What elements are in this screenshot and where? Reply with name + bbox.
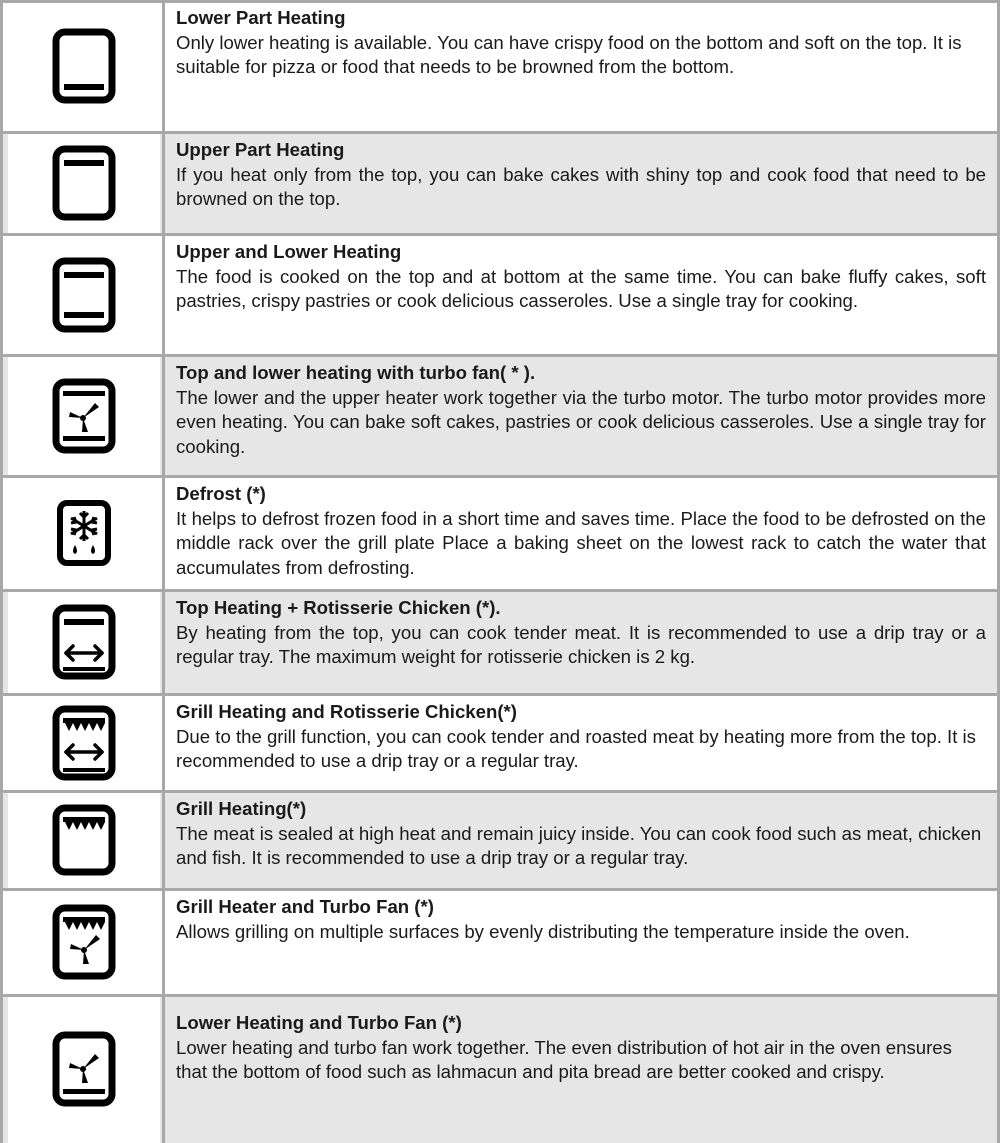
function-title: Lower Part Heating	[176, 7, 346, 28]
table-row	[0, 234, 1000, 355]
function-description: The lower and the upper heater work together via the turbo motor. The turbo motor provides more even heating. You can bake soft cakes, pastries or cook delicious casseroles. Use a single tray for cooking.	[176, 386, 986, 458]
function-title: Top and lower heating with turbo fan( * ).	[176, 362, 536, 383]
function-title: Grill Heating(*)	[176, 798, 307, 819]
table-row	[0, 694, 1000, 791]
function-text	[176, 700, 986, 774]
table-row	[0, 889, 1000, 995]
function-description: By heating from the top, you can cook tender meat. It is recommended to use a drip tray or a regular tray. The maximum weight for rotisserie chicken is 2 kg.	[176, 621, 986, 668]
icon-cell	[8, 0, 160, 132]
function-title: Lower Heating and Turbo Fan (*)	[176, 1012, 462, 1033]
row-divider	[0, 131, 1000, 134]
lower-heating-icon	[52, 28, 116, 104]
icon-cell	[8, 590, 160, 694]
function-title: Defrost (*)	[176, 483, 266, 504]
function-title: Grill Heater and Turbo Fan (*)	[176, 896, 434, 917]
table-row	[0, 791, 1000, 889]
function-text	[176, 361, 986, 460]
function-description: Only lower heating is available. You can have crispy food on the bottom and soft on the top. It is suitable for pizza or food that needs to be browned from the bottom.	[176, 31, 962, 78]
icon-cell	[8, 234, 160, 355]
row-divider	[0, 790, 1000, 793]
table-row	[0, 0, 1000, 132]
table-border-left	[0, 0, 3, 1143]
icon-cell	[8, 889, 160, 995]
grill-heating-icon	[52, 804, 116, 876]
row-divider	[0, 888, 1000, 891]
icon-cell	[8, 132, 160, 234]
upper-heating-icon	[52, 145, 116, 221]
function-title: Upper and Lower Heating	[176, 241, 402, 262]
function-text	[176, 895, 986, 944]
function-text	[176, 138, 986, 212]
table-row	[0, 476, 1000, 590]
table-row	[0, 132, 1000, 234]
row-divider	[0, 233, 1000, 236]
function-title: Top Heating + Rotisserie Chicken (*).	[176, 597, 501, 618]
table-row	[0, 590, 1000, 694]
icon-cell	[8, 694, 160, 791]
row-divider	[0, 994, 1000, 997]
grill-turbo-fan-icon	[52, 904, 116, 980]
row-divider	[0, 589, 1000, 592]
function-description: The food is cooked on the top and at bottom at the same time. You can bake fluffy cakes, soft pastries, crispy pastries or cook delicious casseroles. Use a single tray for cooking.	[176, 265, 986, 312]
top-heating-rotisserie-icon	[52, 604, 116, 680]
column-divider	[162, 0, 165, 1143]
upper-lower-heating-icon	[52, 257, 116, 333]
grill-rotisserie-icon	[52, 705, 116, 781]
table-row	[0, 995, 1000, 1143]
function-text	[176, 6, 986, 80]
table-row	[0, 355, 1000, 476]
function-description: It helps to defrost frozen food in a short time and saves time. Place the food to be defrosted on the middle rack over the grill plate Place a baking sheet on the lowest rack to catch the water that accumulates from defrosting.	[176, 507, 986, 579]
icon-cell	[8, 995, 160, 1143]
defrost-icon	[56, 499, 112, 567]
function-description: The meat is sealed at high heat and remain juicy inside. You can cook food such as meat, chicken and fish. It is recommended to use a drip tray or a regular tray.	[176, 822, 982, 869]
icon-cell	[8, 355, 160, 476]
function-text	[176, 1011, 986, 1085]
function-title: Grill Heating and Rotisserie Chicken(*)	[176, 701, 517, 722]
function-text	[176, 482, 986, 581]
icon-cell	[8, 791, 160, 889]
function-title: Upper Part Heating	[176, 139, 345, 160]
function-description: Lower heating and turbo fan work together. The even distribution of hot air in the oven ensures that the bottom of food such as lahmacun and pita bread are better cooked and crispy.	[176, 1036, 952, 1083]
function-text	[176, 596, 986, 670]
top-lower-turbo-fan-icon	[52, 378, 116, 454]
function-description: If you heat only from the top, you can bake cakes with shiny top and cook food that need to be browned on the top.	[176, 163, 986, 210]
function-description: Allows grilling on multiple surfaces by evenly distributing the temperature inside the oven.	[176, 920, 910, 942]
row-divider	[0, 693, 1000, 696]
function-text	[176, 240, 986, 314]
lower-heating-turbo-fan-icon	[52, 1031, 116, 1107]
icon-cell	[8, 476, 160, 590]
function-description: Due to the grill function, you can cook tender and roasted meat by heating more from the top. It is recommended to use a drip tray or a regular tray.	[176, 725, 976, 772]
function-text	[176, 797, 986, 871]
row-divider	[0, 0, 1000, 3]
row-divider	[0, 354, 1000, 357]
row-divider	[0, 475, 1000, 478]
